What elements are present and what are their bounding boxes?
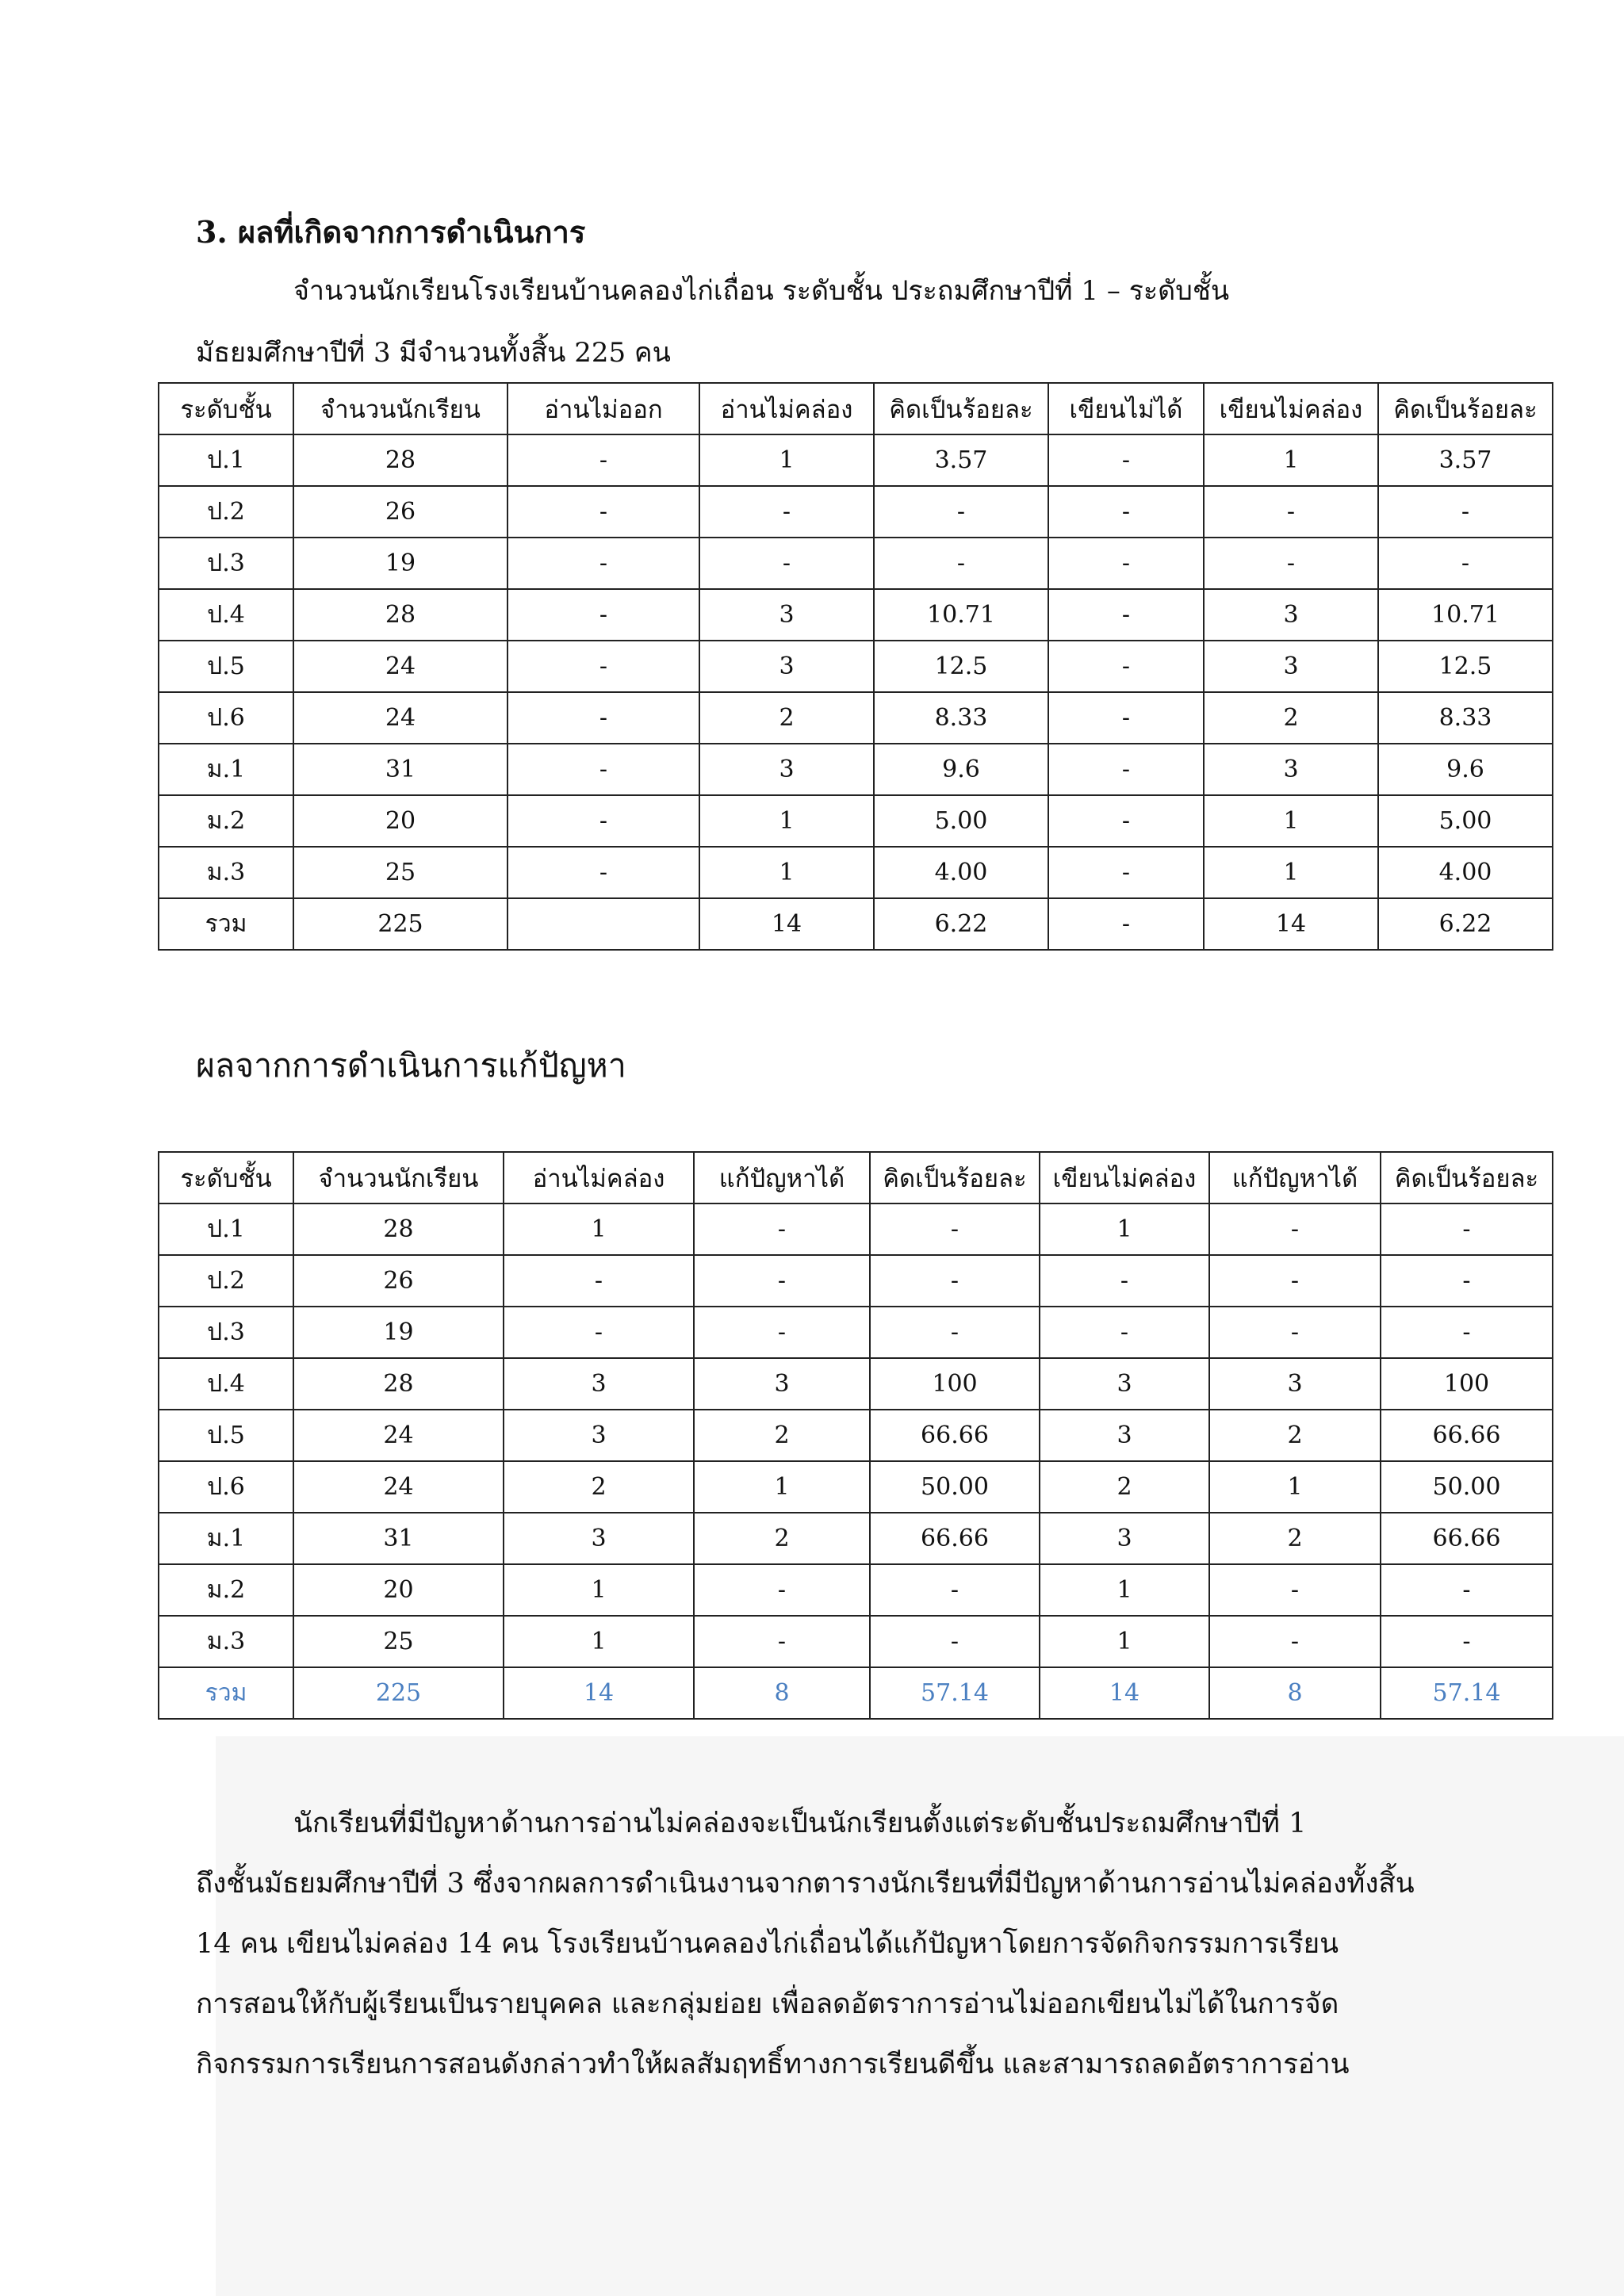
table-cell: 3 [504, 1513, 694, 1564]
table-cell: 3 [699, 589, 874, 641]
table-row [159, 1410, 1553, 1461]
table-cell: ม.1 [159, 1513, 293, 1564]
table-cell: ป.2 [159, 1255, 293, 1307]
intro-line-1: จำนวนนักเรียนโรงเรียนบ้านคลองไก่เถื่อน ระดับชั้น ประถมศึกษาปีที่ 1 – ระดับชั้น [293, 275, 1230, 307]
table-row [159, 589, 1553, 641]
table-cell: 26 [293, 486, 508, 538]
table-cell: 1 [1204, 847, 1378, 898]
table-cell: 100 [870, 1358, 1040, 1410]
table-cell [508, 898, 699, 950]
table-cell: 3 [699, 641, 874, 692]
table-cell: 1 [504, 1203, 694, 1255]
column-header: จำนวนนักเรียน [293, 1152, 504, 1203]
column-header: เขียนไม่คล่อง [1204, 383, 1378, 434]
table-cell: 1 [504, 1564, 694, 1616]
table-cell: 3 [1204, 589, 1378, 641]
table-cell: 25 [293, 847, 508, 898]
table-cell: 66.66 [1381, 1410, 1553, 1461]
table-cell: 2 [504, 1461, 694, 1513]
intro-line-2: มัธยมศึกษาปีที่ 3 มีจำนวนทั้งสิ้น 225 คน [196, 337, 671, 369]
table-cell: 50.00 [1381, 1461, 1553, 1513]
table-cell: - [1048, 744, 1204, 795]
table-cell: 2 [694, 1513, 870, 1564]
table-cell: - [1209, 1307, 1381, 1358]
table-cell: 1 [699, 434, 874, 486]
table-cell: 3 [1040, 1358, 1209, 1410]
table-cell: 2 [699, 692, 874, 744]
table-cell: 2 [1209, 1410, 1381, 1461]
table-cell: ป.5 [159, 641, 293, 692]
table-cell: - [1209, 1255, 1381, 1307]
table-cell: - [508, 795, 699, 847]
table-cell: 2 [1040, 1461, 1209, 1513]
table-cell: 20 [293, 1564, 504, 1616]
table-cell: ป.2 [159, 486, 293, 538]
table-cell: - [1048, 486, 1204, 538]
table-row [159, 434, 1553, 486]
table-cell: - [508, 434, 699, 486]
table-cell: - [1048, 795, 1204, 847]
table-cell: - [694, 1203, 870, 1255]
table-cell: ป.4 [159, 589, 293, 641]
table-row [159, 1358, 1553, 1410]
table-cell: 28 [293, 589, 508, 641]
table-cell: - [508, 692, 699, 744]
table-cell: 26 [293, 1255, 504, 1307]
table-cell: 3 [1040, 1513, 1209, 1564]
table-cell: - [870, 1307, 1040, 1358]
table-cell: - [870, 1616, 1040, 1667]
table-cell: 66.66 [870, 1513, 1040, 1564]
table-cell: 24 [293, 1461, 504, 1513]
table-cell: - [508, 486, 699, 538]
table-cell: - [1048, 589, 1204, 641]
table-cell: 8.33 [874, 692, 1048, 744]
table-row [159, 1203, 1553, 1255]
table-cell: 1 [1204, 434, 1378, 486]
table-cell: 12.5 [1378, 641, 1553, 692]
column-header: แก้ปัญหาได้ [1209, 1152, 1381, 1203]
table-cell: - [504, 1255, 694, 1307]
table-cell: 14 [504, 1667, 694, 1719]
table-cell: - [1204, 538, 1378, 589]
table-cell: 3 [1209, 1358, 1381, 1410]
table-cell: 2 [1209, 1513, 1381, 1564]
column-header: อ่านไม่คล่อง [699, 383, 874, 434]
table-row [159, 1616, 1553, 1667]
table-row [159, 1255, 1553, 1307]
body-line: 14 คน เขียนไม่คล่อง 14 คน โรงเรียนบ้านคลองไก่เถื่อนได้แก้ปัญหาโดยการจัดกิจกรรมการเรียน [196, 1928, 1339, 1960]
table-cell: ม.1 [159, 744, 293, 795]
table-cell: รวม [159, 1667, 293, 1719]
column-header: คิดเป็นร้อยละ [1378, 383, 1553, 434]
column-header: ระดับชั้น [159, 383, 293, 434]
body-line: ถึงชั้นมัธยมศึกษาปีที่ 3 ซึ่งจากผลการดำเนินงานจากตารางนักเรียนที่มีปัญหาด้านการอ่านไม่คล่องทั้งสิ้น [196, 1868, 1415, 1900]
results-table [158, 1151, 1553, 1720]
table-cell: 31 [293, 744, 508, 795]
total-row [159, 1667, 1553, 1719]
table-cell: ป.3 [159, 1307, 293, 1358]
table-cell: 100 [1381, 1358, 1553, 1410]
table-cell: 25 [293, 1616, 504, 1667]
table-cell: ป.4 [159, 1358, 293, 1410]
table-cell: ป.1 [159, 434, 293, 486]
table-cell: 3 [504, 1410, 694, 1461]
table-row [159, 744, 1553, 795]
table-cell: - [1378, 538, 1553, 589]
table-cell: รวม [159, 898, 293, 950]
table-cell: ป.5 [159, 1410, 293, 1461]
table-row [159, 692, 1553, 744]
student-count-table [158, 382, 1553, 951]
table-row [159, 1564, 1553, 1616]
table-cell: - [508, 744, 699, 795]
table-cell: 10.71 [1378, 589, 1553, 641]
table-cell: 3 [504, 1358, 694, 1410]
table-cell: 3 [699, 744, 874, 795]
table-cell: 28 [293, 434, 508, 486]
table-cell: - [870, 1564, 1040, 1616]
table-cell: 20 [293, 795, 508, 847]
table-cell: 1 [1040, 1616, 1209, 1667]
results-subheading: ผลจากการดำเนินการแก้ปัญหา [196, 1047, 626, 1085]
table-cell: - [1048, 898, 1204, 950]
table-cell: 2 [1204, 692, 1378, 744]
table-cell: - [508, 589, 699, 641]
table-cell: - [1209, 1564, 1381, 1616]
table-cell: - [1381, 1255, 1553, 1307]
table-cell: 3.57 [1378, 434, 1553, 486]
table-cell: 1 [1204, 795, 1378, 847]
table-cell: - [874, 486, 1048, 538]
table-cell: 6.22 [874, 898, 1048, 950]
column-header: คิดเป็นร้อยละ [1381, 1152, 1553, 1203]
section-heading: 3. ผลที่เกิดจากการดำเนินการ [196, 214, 586, 250]
table-cell: - [1040, 1307, 1209, 1358]
column-header: แก้ปัญหาได้ [694, 1152, 870, 1203]
table-cell: - [694, 1307, 870, 1358]
table-cell: - [874, 538, 1048, 589]
table-cell: 1 [699, 795, 874, 847]
table-cell: ป.6 [159, 1461, 293, 1513]
table-row [159, 1461, 1553, 1513]
table-cell: - [1381, 1616, 1553, 1667]
table-cell: 24 [293, 1410, 504, 1461]
table-cell: 50.00 [870, 1461, 1040, 1513]
table-cell: 5.00 [874, 795, 1048, 847]
table-header-row [159, 1152, 1553, 1203]
table-cell: - [1040, 1255, 1209, 1307]
table-cell: ม.3 [159, 847, 293, 898]
body-line: นักเรียนที่มีปัญหาด้านการอ่านไม่คล่องจะเป็นนักเรียนตั้งแต่ระดับชั้นประถมศึกษาปีที่ 1 [293, 1808, 1307, 1839]
column-header: คิดเป็นร้อยละ [874, 383, 1048, 434]
table-cell: 1 [504, 1616, 694, 1667]
table-cell: 28 [293, 1358, 504, 1410]
table-cell: - [870, 1255, 1040, 1307]
table-cell: - [504, 1307, 694, 1358]
table-cell: 3 [1204, 641, 1378, 692]
table-row [159, 847, 1553, 898]
table-cell: 225 [293, 1667, 504, 1719]
table-cell: 66.66 [1381, 1513, 1553, 1564]
table-cell: - [1381, 1203, 1553, 1255]
table-cell: 9.6 [874, 744, 1048, 795]
table-cell: - [508, 538, 699, 589]
table-cell: 6.22 [1378, 898, 1553, 950]
table-row [159, 1513, 1553, 1564]
table-cell: 8.33 [1378, 692, 1553, 744]
table-cell: 31 [293, 1513, 504, 1564]
table-cell: 57.14 [1381, 1667, 1553, 1719]
table-cell: ม.2 [159, 795, 293, 847]
table-cell: 2 [694, 1410, 870, 1461]
column-header: อ่านไม่ออก [508, 383, 699, 434]
table-cell: 14 [1204, 898, 1378, 950]
column-header: จำนวนนักเรียน [293, 383, 508, 434]
table-cell: 8 [694, 1667, 870, 1719]
table-cell: 3 [1204, 744, 1378, 795]
table-cell: 24 [293, 692, 508, 744]
table-row [159, 538, 1553, 589]
table-cell: - [508, 641, 699, 692]
table-cell: 57.14 [870, 1667, 1040, 1719]
table-cell: 24 [293, 641, 508, 692]
table-row [159, 795, 1553, 847]
table-cell: 14 [1040, 1667, 1209, 1719]
table-row [159, 1307, 1553, 1358]
table-cell: ป.6 [159, 692, 293, 744]
table-cell: 8 [1209, 1667, 1381, 1719]
table-cell: 19 [293, 1307, 504, 1358]
table-cell: 12.5 [874, 641, 1048, 692]
table-cell: - [870, 1203, 1040, 1255]
table-cell: - [694, 1255, 870, 1307]
column-header: เขียนไม่คล่อง [1040, 1152, 1209, 1203]
table-cell: 3.57 [874, 434, 1048, 486]
table-cell: 1 [1040, 1203, 1209, 1255]
table-cell: - [699, 486, 874, 538]
table-cell: 1 [694, 1461, 870, 1513]
table-cell: ม.3 [159, 1616, 293, 1667]
table-cell: - [694, 1564, 870, 1616]
table-cell: ป.3 [159, 538, 293, 589]
table-cell: - [1381, 1307, 1553, 1358]
table-cell: 1 [1040, 1564, 1209, 1616]
table-cell: 3 [1040, 1410, 1209, 1461]
table-cell: - [508, 847, 699, 898]
table-cell: - [1209, 1616, 1381, 1667]
table-cell: 19 [293, 538, 508, 589]
body-line: การสอนให้กับผู้เรียนเป็นรายบุคคล และกลุ่มย่อย เพื่อลดอัตราการอ่านไม่ออกเขียนไม่ได้ในการจัด [196, 1988, 1339, 2020]
table-cell: - [1378, 486, 1553, 538]
body-line: กิจกรรมการเรียนการสอนดังกล่าวทำให้ผลสัมฤทธิ์ทางการเรียนดีขึ้น และสามารถลดอัตราการอ่าน [196, 2049, 1350, 2080]
table-cell: - [1048, 434, 1204, 486]
table-cell: 1 [699, 847, 874, 898]
column-header: ระดับชั้น [159, 1152, 293, 1203]
column-header: คิดเป็นร้อยละ [870, 1152, 1040, 1203]
total-row [159, 898, 1553, 950]
table-cell: - [1209, 1203, 1381, 1255]
table-cell: 4.00 [874, 847, 1048, 898]
table-cell: 66.66 [870, 1410, 1040, 1461]
table-cell: 3 [694, 1358, 870, 1410]
column-header: เขียนไม่ได้ [1048, 383, 1204, 434]
table-cell: - [1048, 847, 1204, 898]
table-cell: - [694, 1616, 870, 1667]
table-cell: - [1048, 692, 1204, 744]
table-header-row [159, 383, 1553, 434]
table-cell: - [1048, 641, 1204, 692]
table-cell: 14 [699, 898, 874, 950]
table-cell: 10.71 [874, 589, 1048, 641]
column-header: อ่านไม่คล่อง [504, 1152, 694, 1203]
table-row [159, 641, 1553, 692]
table-cell: 5.00 [1378, 795, 1553, 847]
table-cell: - [699, 538, 874, 589]
table-cell: ป.1 [159, 1203, 293, 1255]
table-cell: 1 [1209, 1461, 1381, 1513]
table-cell: 225 [293, 898, 508, 950]
table-cell: 28 [293, 1203, 504, 1255]
table-cell: 9.6 [1378, 744, 1553, 795]
table-cell: - [1204, 486, 1378, 538]
table-cell: - [1381, 1564, 1553, 1616]
table-cell: - [1048, 538, 1204, 589]
table-row [159, 486, 1553, 538]
table-cell: 4.00 [1378, 847, 1553, 898]
table-cell: ม.2 [159, 1564, 293, 1616]
